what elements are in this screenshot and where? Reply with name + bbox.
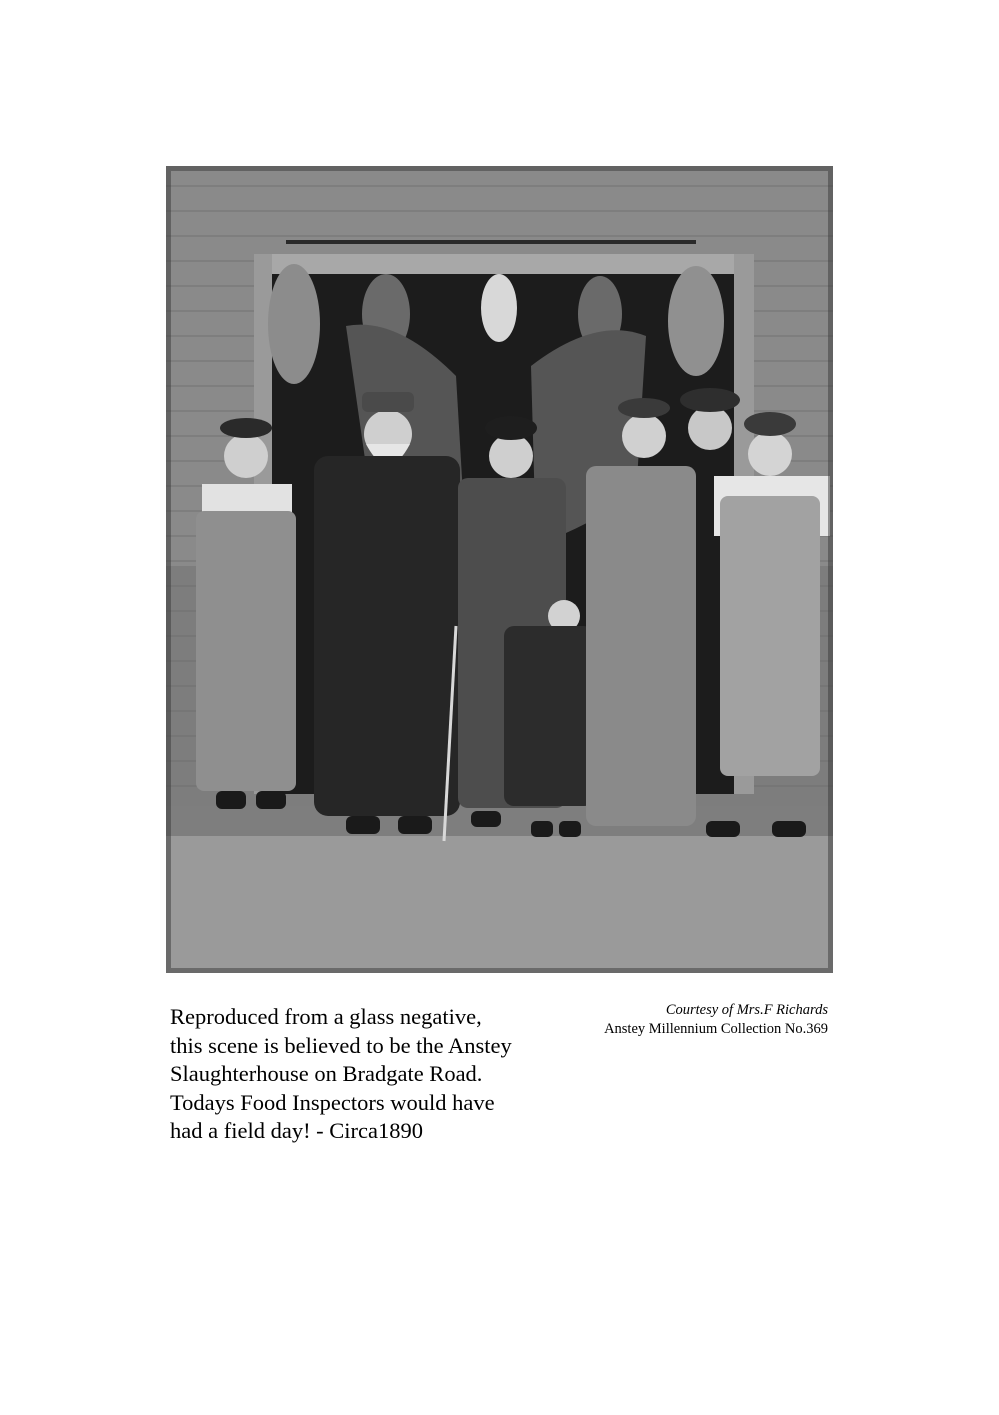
courtesy-line: Courtesy of Mrs.F Richards bbox=[665, 1002, 828, 1018]
caption-line: Todays Food Inspectors would have bbox=[170, 1089, 495, 1115]
photo-caption bbox=[170, 1003, 550, 1146]
caption-line: Slaughterhouse on Bradgate Road. bbox=[170, 1061, 483, 1086]
caption-line: had a field day! - Circa1890 bbox=[170, 1118, 424, 1143]
photograph-image bbox=[166, 166, 833, 973]
historic-photograph bbox=[166, 166, 833, 973]
photo-credit bbox=[540, 1001, 828, 1039]
caption-line: this scene is believed to be the Anstey bbox=[170, 1032, 512, 1058]
caption-line: Reproduced from a glass negative, bbox=[170, 1004, 482, 1029]
collection-line: Anstey Millennium Collection No.369 bbox=[604, 1021, 828, 1037]
